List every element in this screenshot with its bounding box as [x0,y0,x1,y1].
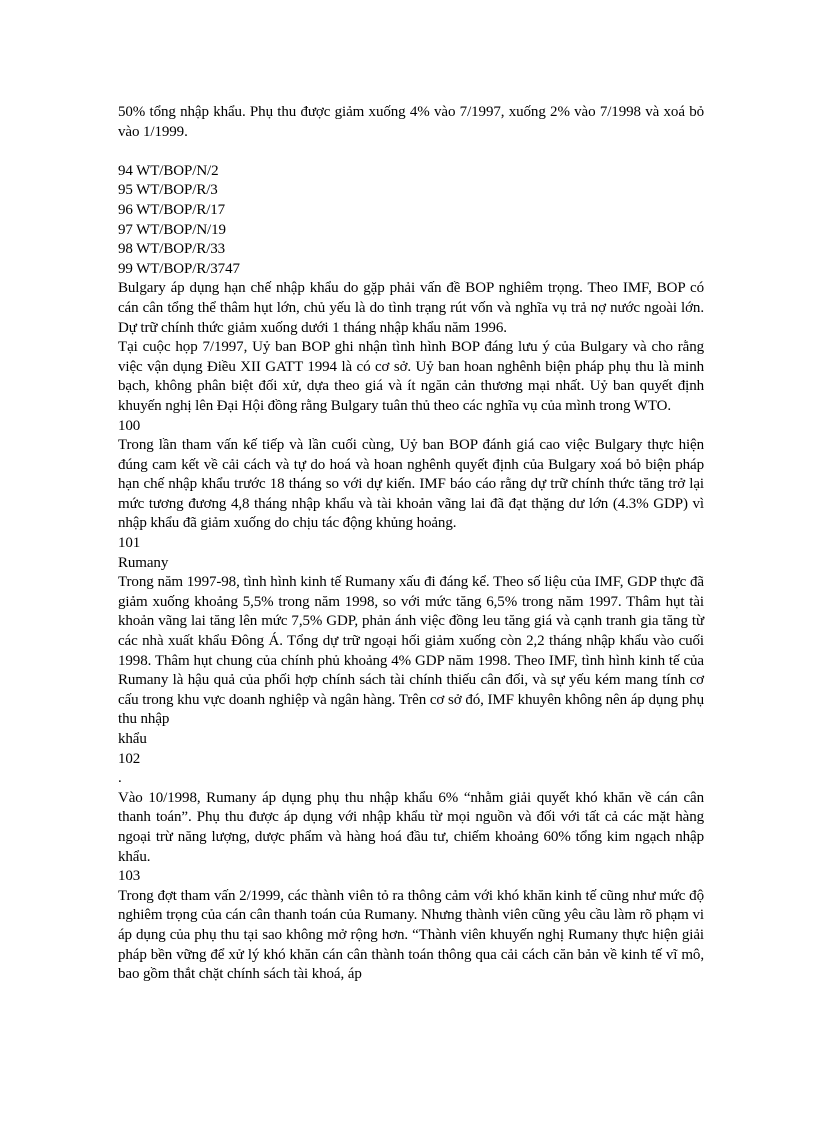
reference-96: 96 WT/BOP/R/17 [118,201,226,218]
romania-heading: Rumany [118,554,169,571]
bulgaria-paragraph-1: Bulgary áp dụng hạn chế nhập khẩu do gặp phải vấn đề BOP nghiêm trọng. Theo IMF, BOP có cán cân tổng thể thâm hụt lớn, chủ yếu là do tình trạng rút vốn và nghĩa vụ trả nợ nước ngoài lớn. Dự trữ chính thức giảm xuống dưới 1 tháng nhập khẩu năm 1996. [118,280,704,336]
footnote-102: 102 [118,750,141,767]
bulgaria-paragraph-2: Tại cuộc họp 7/1997, Uỷ ban BOP ghi nhận tình hình BOP đáng lưu ý của Bulgary và cho rằng việc vận dụng Điều XII GATT 1994 là có cơ sở. Uỷ ban hoan nghênh biện pháp phụ thu là minh bạch, không phân biệt đối xử, dựa theo giá và ít ngăn cản thương mại nhất. Uỷ ban quyết định khuyến nghị lên Đại Hội đồng rằng Bulgary tuân thủ theo các nghĩa vụ của mình trong WTO. [118,339,704,414]
romania-paragraph-3: Trong đợt tham vấn 2/1999, các thành viên tỏ ra thông cảm với khó khăn kinh tế cũng như mức độ nghiêm trọng của cán cân thanh toán của Rumany. Nhưng thành viên cũng yêu cầu làm rõ phạm vi áp dụng của phụ thu tại sao không mở rộng hơn. “Thành viên khuyến nghị Rumany thực hiện giải pháp bền vững để xử lý khó khăn cán cân thành toán thông qua cải cách căn bản về kinh tế vĩ mô, bao gồm thắt chặt chính sách tài khoá, áp [118,887,704,983]
document-page [118,103,704,985]
reference-94: 94 WT/BOP/N/2 [118,162,219,179]
romania-paragraph-1-tail: khẩu [118,731,147,747]
paragraph-gap [118,142,704,162]
romania-paragraph-2: Vào 10/1998, Rumany áp dụng phụ thu nhập khẩu 6% “nhằm giải quyết khó khăn về cán cân thanh toán”. Phụ thu được áp dụng với nhập khẩu từ mọi nguồn và đối với tất cả các mặt hàng ngoại trừ năng lượng, dược phẩm và hàng hoá đầu tư, chiếm khoảng 60% tổng kim ngạch nhập khẩu. [118,789,704,865]
footnote-100: 100 [118,417,141,434]
romania-paragraph-1: Trong năm 1997-98, tình hình kinh tế Rumany xấu đi đáng kể. Theo số liệu của IMF, GDP thực đã giảm xuống khoảng 5,5% trong năm 1998, so với mức tăng 6,5% trong năm 1997. Thâm hụt tài khoản vãng lai tăng lên mức 7,5% GDP, phản ánh việc đồng leu tăng giá và cạnh tranh gia tăng từ các nhà xuất khẩu Đông Á. Tổng dự trữ ngoại hối giảm xuống còn 2,2 tháng nhập khẩu vào cuối 1998. Thâm hụt chung của chính phủ khoảng 4% GDP năm 1998. Theo IMF, tình hình kinh tế của Rumany là hậu quả của phối hợp chính sách tài chính thiếu cân đối, và sự yếu kém mang tính cơ cấu trong khu vực doanh nghiệp và ngân hàng. Trên cơ sở đó, IMF khuyên không nên áp dụng phụ thu nhập [118,574,704,728]
footnote-103: 103 [118,868,141,885]
reference-97: 97 WT/BOP/N/19 [118,221,226,238]
stray-dot: . [118,770,122,787]
reference-95: 95 WT/BOP/R/3 [118,182,218,199]
reference-99: 99 WT/BOP/R/3747 [118,260,240,277]
footnote-101: 101 [118,535,141,552]
intro-paragraph: 50% tổng nhập khẩu. Phụ thu được giảm xuống 4% vào 7/1997, xuống 2% vào 7/1998 và xoá bỏ vào 1/1999. [118,104,704,140]
bulgaria-paragraph-3: Trong lần tham vấn kế tiếp và lần cuối cùng, Uỷ ban BOP đánh giá cao việc Bulgary thực hiện đúng cam kết về cải cách và tự do hoá và hoan nghênh quyết định của Bulgary xoá bỏ biện pháp hạn chế nhập khẩu trước 18 tháng so với dự kiến. IMF báo cáo rằng dự trữ chính thức tăng trở lại mức tương đương 4,8 tháng nhập khẩu và tài khoản vãng lai đã đạt thặng dư lớn (4.3% GDP) vì nhập khẩu đã giảm xuống do chịu tác động khủng hoảng. [118,437,704,532]
reference-98: 98 WT/BOP/R/33 [118,241,226,258]
